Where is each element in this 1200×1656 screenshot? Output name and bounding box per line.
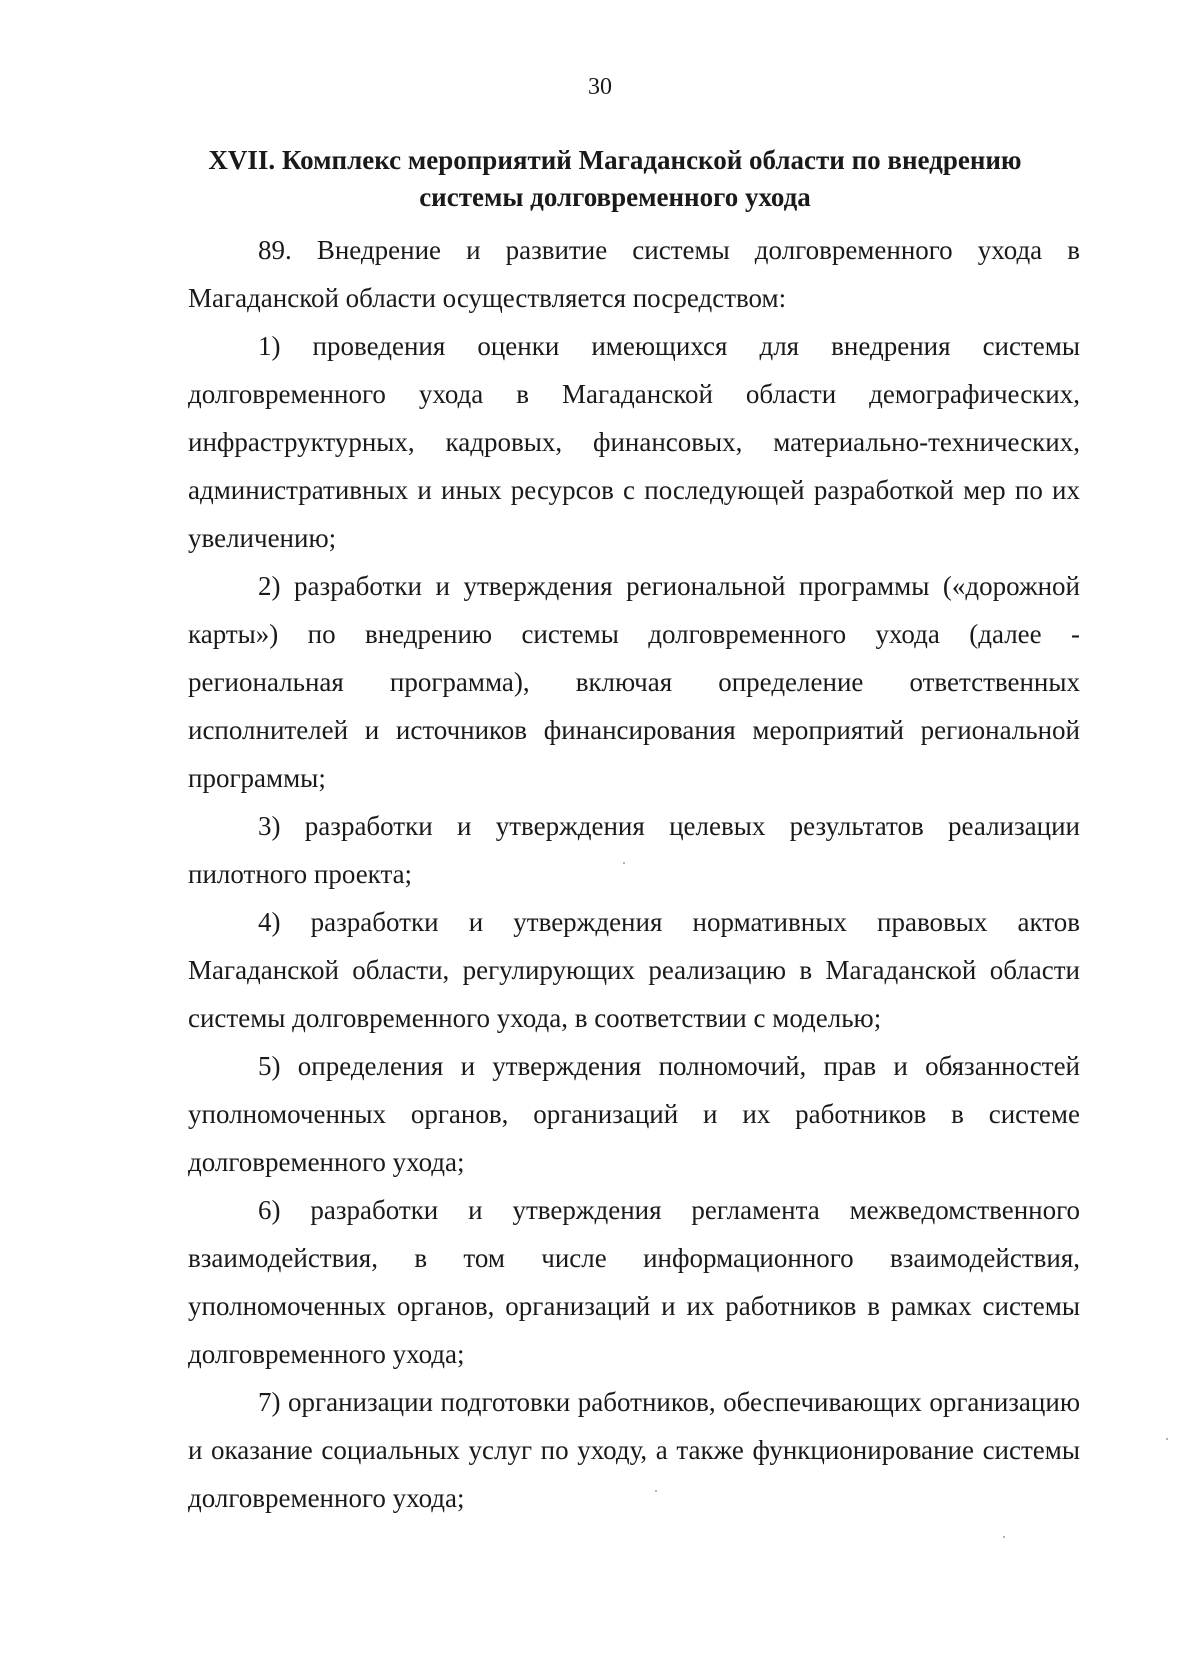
paragraph-89-intro: 89. Внедрение и развитие системы долговременного ухода в Магаданской области осуществляется посредством: [188,235,1080,313]
list-item-7: 7) организации подготовки работников, обеспечивающих организацию и оказание социальных услуг по уходу, а также функционирование системы долговременного ухода; [188,1387,1080,1513]
page-number: 30 [588,74,612,100]
list-item-4: 4) разработки и утверждения нормативных правовых актов Магаданской области, регулирующих реализацию в Магаданской области системы долговременного ухода, в соответствии с моделью; [188,907,1080,1033]
list-item-1: 1) проведения оценки имеющихся для внедрения системы долговременного ухода в Магаданской области демографических, инфраструктурных, кадровых, финансовых, материально-технических, административных и иных ресурсов с последующей разработкой мер по их увеличению; [188,331,1080,553]
list-item-3: 3) разработки и утверждения целевых результатов реализации пилотного проекта; [188,811,1080,889]
scan-speck [623,862,625,864]
scan-speck [1166,1438,1168,1440]
document-body [188,226,1080,1522]
scan-speck [655,1490,657,1492]
section-heading: XVII. Комплекс мероприятий Магаданской области по внедрению системы долговременного ухода [208,145,1022,212]
list-item-2: 2) разработки и утверждения региональной программы («дорожной карты») по внедрению системы долговременного ухода (далее - региональная программа), включая определение ответственных исполнителей и источников финансирования мероприятий региональной программы; [188,571,1080,793]
scan-speck [1003,1536,1005,1538]
list-item-6: 6) разработки и утверждения регламента межведомственного взаимодействия, в том числе информационного взаимодействия, уполномоченных органов, организаций и их работников в рамках системы долговременного ухода; [188,1195,1080,1369]
list-item-5: 5) определения и утверждения полномочий, прав и обязанностей уполномоченных органов, организаций и их работников в системе долговременного ухода; [188,1051,1080,1177]
